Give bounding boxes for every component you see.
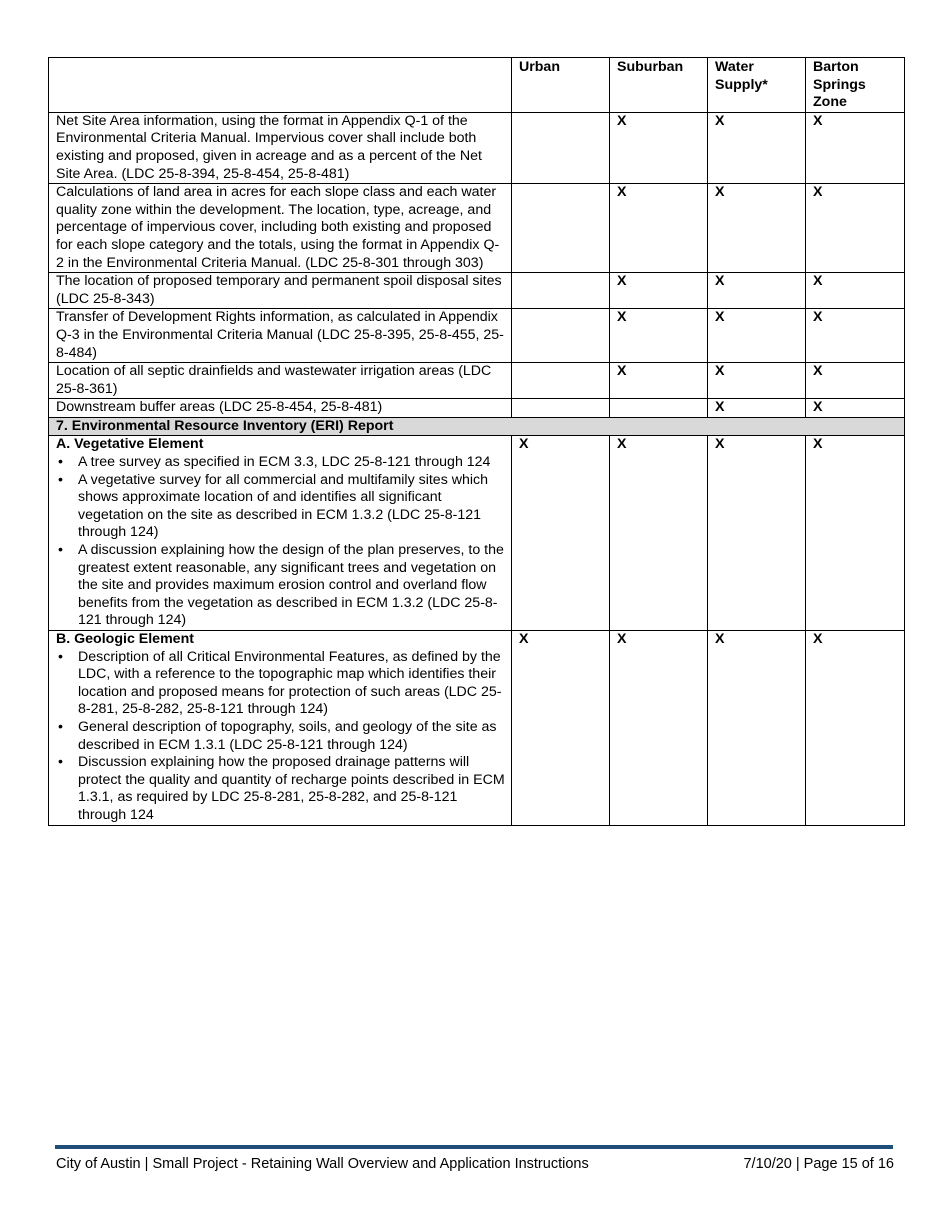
header-description — [49, 58, 512, 113]
vegetative-bullet-list — [56, 454, 505, 630]
bullet-icon: • — [58, 542, 63, 559]
header-barton-springs-zone: Barton Springs Zone — [806, 58, 905, 113]
mark-urban — [512, 309, 610, 363]
header-water-supply: Water Supply* — [708, 58, 806, 113]
mark-suburban: X — [610, 273, 708, 309]
mark-water-supply: X — [708, 363, 806, 399]
row-description: Transfer of Development Rights information, as calculated in Appendix Q-3 in the Environmental Criteria Manual (LDC 25-8-395, 25-8-455, 25-8-484) — [49, 309, 512, 363]
mark-suburban — [610, 399, 708, 418]
list-item — [56, 649, 505, 719]
bullet-icon: • — [58, 718, 63, 735]
geologic-element-row — [49, 631, 905, 826]
mark-barton-springs: X — [806, 363, 905, 399]
bullet-icon: • — [58, 454, 63, 471]
bullet-text: General description of topography, soils, and geology of the site as described in ECM 1.3.1 (LDC 25-8-121 through 124) — [78, 718, 497, 753]
mark-barton-springs: X — [806, 184, 905, 273]
footer-document-title: City of Austin | Small Project - Retaining Wall Overview and Application Instructions — [56, 1156, 589, 1172]
header-urban: Urban — [512, 58, 610, 113]
geologic-bullet-list — [56, 649, 505, 825]
geologic-element-title: B. Geologic Element — [56, 631, 194, 647]
mark-suburban: X — [610, 309, 708, 363]
table-row — [49, 363, 905, 399]
vegetative-element-row — [49, 436, 905, 631]
requirements-table — [48, 57, 905, 826]
mark-urban: X — [512, 631, 610, 826]
mark-urban — [512, 363, 610, 399]
section-title: 7. Environmental Resource Inventory (ERI) Report — [49, 417, 905, 436]
table-row — [49, 309, 905, 363]
mark-urban — [512, 112, 610, 183]
section-row — [49, 417, 905, 436]
mark-barton-springs: X — [806, 436, 905, 631]
mark-barton-springs: X — [806, 112, 905, 183]
footer-page-info: 7/10/20 | Page 15 of 16 — [743, 1156, 894, 1172]
bullet-text: Discussion explaining how the proposed drainage patterns will protect the quality and quantity of recharge points described in ECM 1.3.1, as required by LDC 25-8-281, 25-8-282, and 25-8-121 through 124 — [78, 754, 505, 823]
table-row — [49, 184, 905, 273]
list-item — [56, 542, 505, 630]
mark-water-supply: X — [708, 631, 806, 826]
table-row — [49, 112, 905, 183]
table-row — [49, 399, 905, 418]
mark-suburban: X — [610, 363, 708, 399]
row-description: Location of all septic drainfields and wastewater irrigation areas (LDC 25-8-361) — [49, 363, 512, 399]
vegetative-element-cell — [49, 436, 512, 631]
mark-barton-springs: X — [806, 399, 905, 418]
row-description: The location of proposed temporary and permanent spoil disposal sites (LDC 25-8-343) — [49, 273, 512, 309]
list-item — [56, 754, 505, 824]
bullet-text: A vegetative survey for all commercial and multifamily sites which shows approximate location of and identifies all significant vegetation on the site as described in ECM 1.3.2 (LDC 25-8-121 through 124) — [78, 471, 489, 541]
header-row — [49, 58, 905, 113]
bullet-icon: • — [58, 471, 63, 488]
mark-suburban: X — [610, 436, 708, 631]
mark-water-supply: X — [708, 184, 806, 273]
table-row — [49, 273, 905, 309]
mark-suburban: X — [610, 184, 708, 273]
header-suburban: Suburban — [610, 58, 708, 113]
vegetative-element-title: A. Vegetative Element — [56, 436, 204, 453]
mark-barton-springs: X — [806, 309, 905, 363]
list-item — [56, 472, 505, 542]
bullet-icon: • — [58, 754, 63, 771]
mark-urban: X — [512, 436, 610, 631]
mark-urban — [512, 184, 610, 273]
row-description: Net Site Area information, using the format in Appendix Q-1 of the Environmental Criteria Manual. Impervious cover shall include both existing and proposed, given in acreage and as a percent of the Net Site Area. (LDC 25-8-394, 25-8-454, 25-8-481) — [49, 112, 512, 183]
mark-suburban: X — [610, 112, 708, 183]
mark-water-supply: X — [708, 273, 806, 309]
mark-barton-springs: X — [806, 631, 905, 826]
list-item — [56, 719, 505, 754]
footer-rule — [55, 1145, 893, 1149]
mark-barton-springs: X — [806, 273, 905, 309]
list-item — [56, 454, 505, 472]
bullet-icon: • — [58, 648, 63, 665]
mark-urban — [512, 399, 610, 418]
mark-suburban: X — [610, 631, 708, 826]
mark-water-supply: X — [708, 309, 806, 363]
row-description: Calculations of land area in acres for each slope class and each water quality zone within the development. The location, type, acreage, and percentage of impervious cover, including both existing and proposed for each slope category and the totals, using the format in Appendix Q-2 in the Environmental Criteria Manual. (LDC 25-8-301 through 303) — [49, 184, 512, 273]
bullet-text: A discussion explaining how the design of the plan preserves, to the greatest extent reasonable, any significant trees and vegetation on the site and provides maximum erosion control and overland flow benefits from the vegetation as described in ECM 1.3.2 (LDC 25-8-121 through 124) — [78, 542, 504, 629]
row-description: Downstream buffer areas (LDC 25-8-454, 25-8-481) — [49, 399, 512, 418]
bullet-text: A tree survey as specified in ECM 3.3, LDC 25-8-121 through 124 — [78, 454, 491, 471]
mark-water-supply: X — [708, 399, 806, 418]
bullet-text: Description of all Critical Environmental Features, as defined by the LDC, with a reference to the topographic map which identifies their location and proposed means for protection of such areas (LDC 25-8-281, 25-8-282, 25-8-121 through 124) — [78, 648, 502, 718]
mark-urban — [512, 273, 610, 309]
mark-water-supply: X — [708, 436, 806, 631]
mark-water-supply: X — [708, 112, 806, 183]
geologic-element-cell — [49, 631, 512, 826]
